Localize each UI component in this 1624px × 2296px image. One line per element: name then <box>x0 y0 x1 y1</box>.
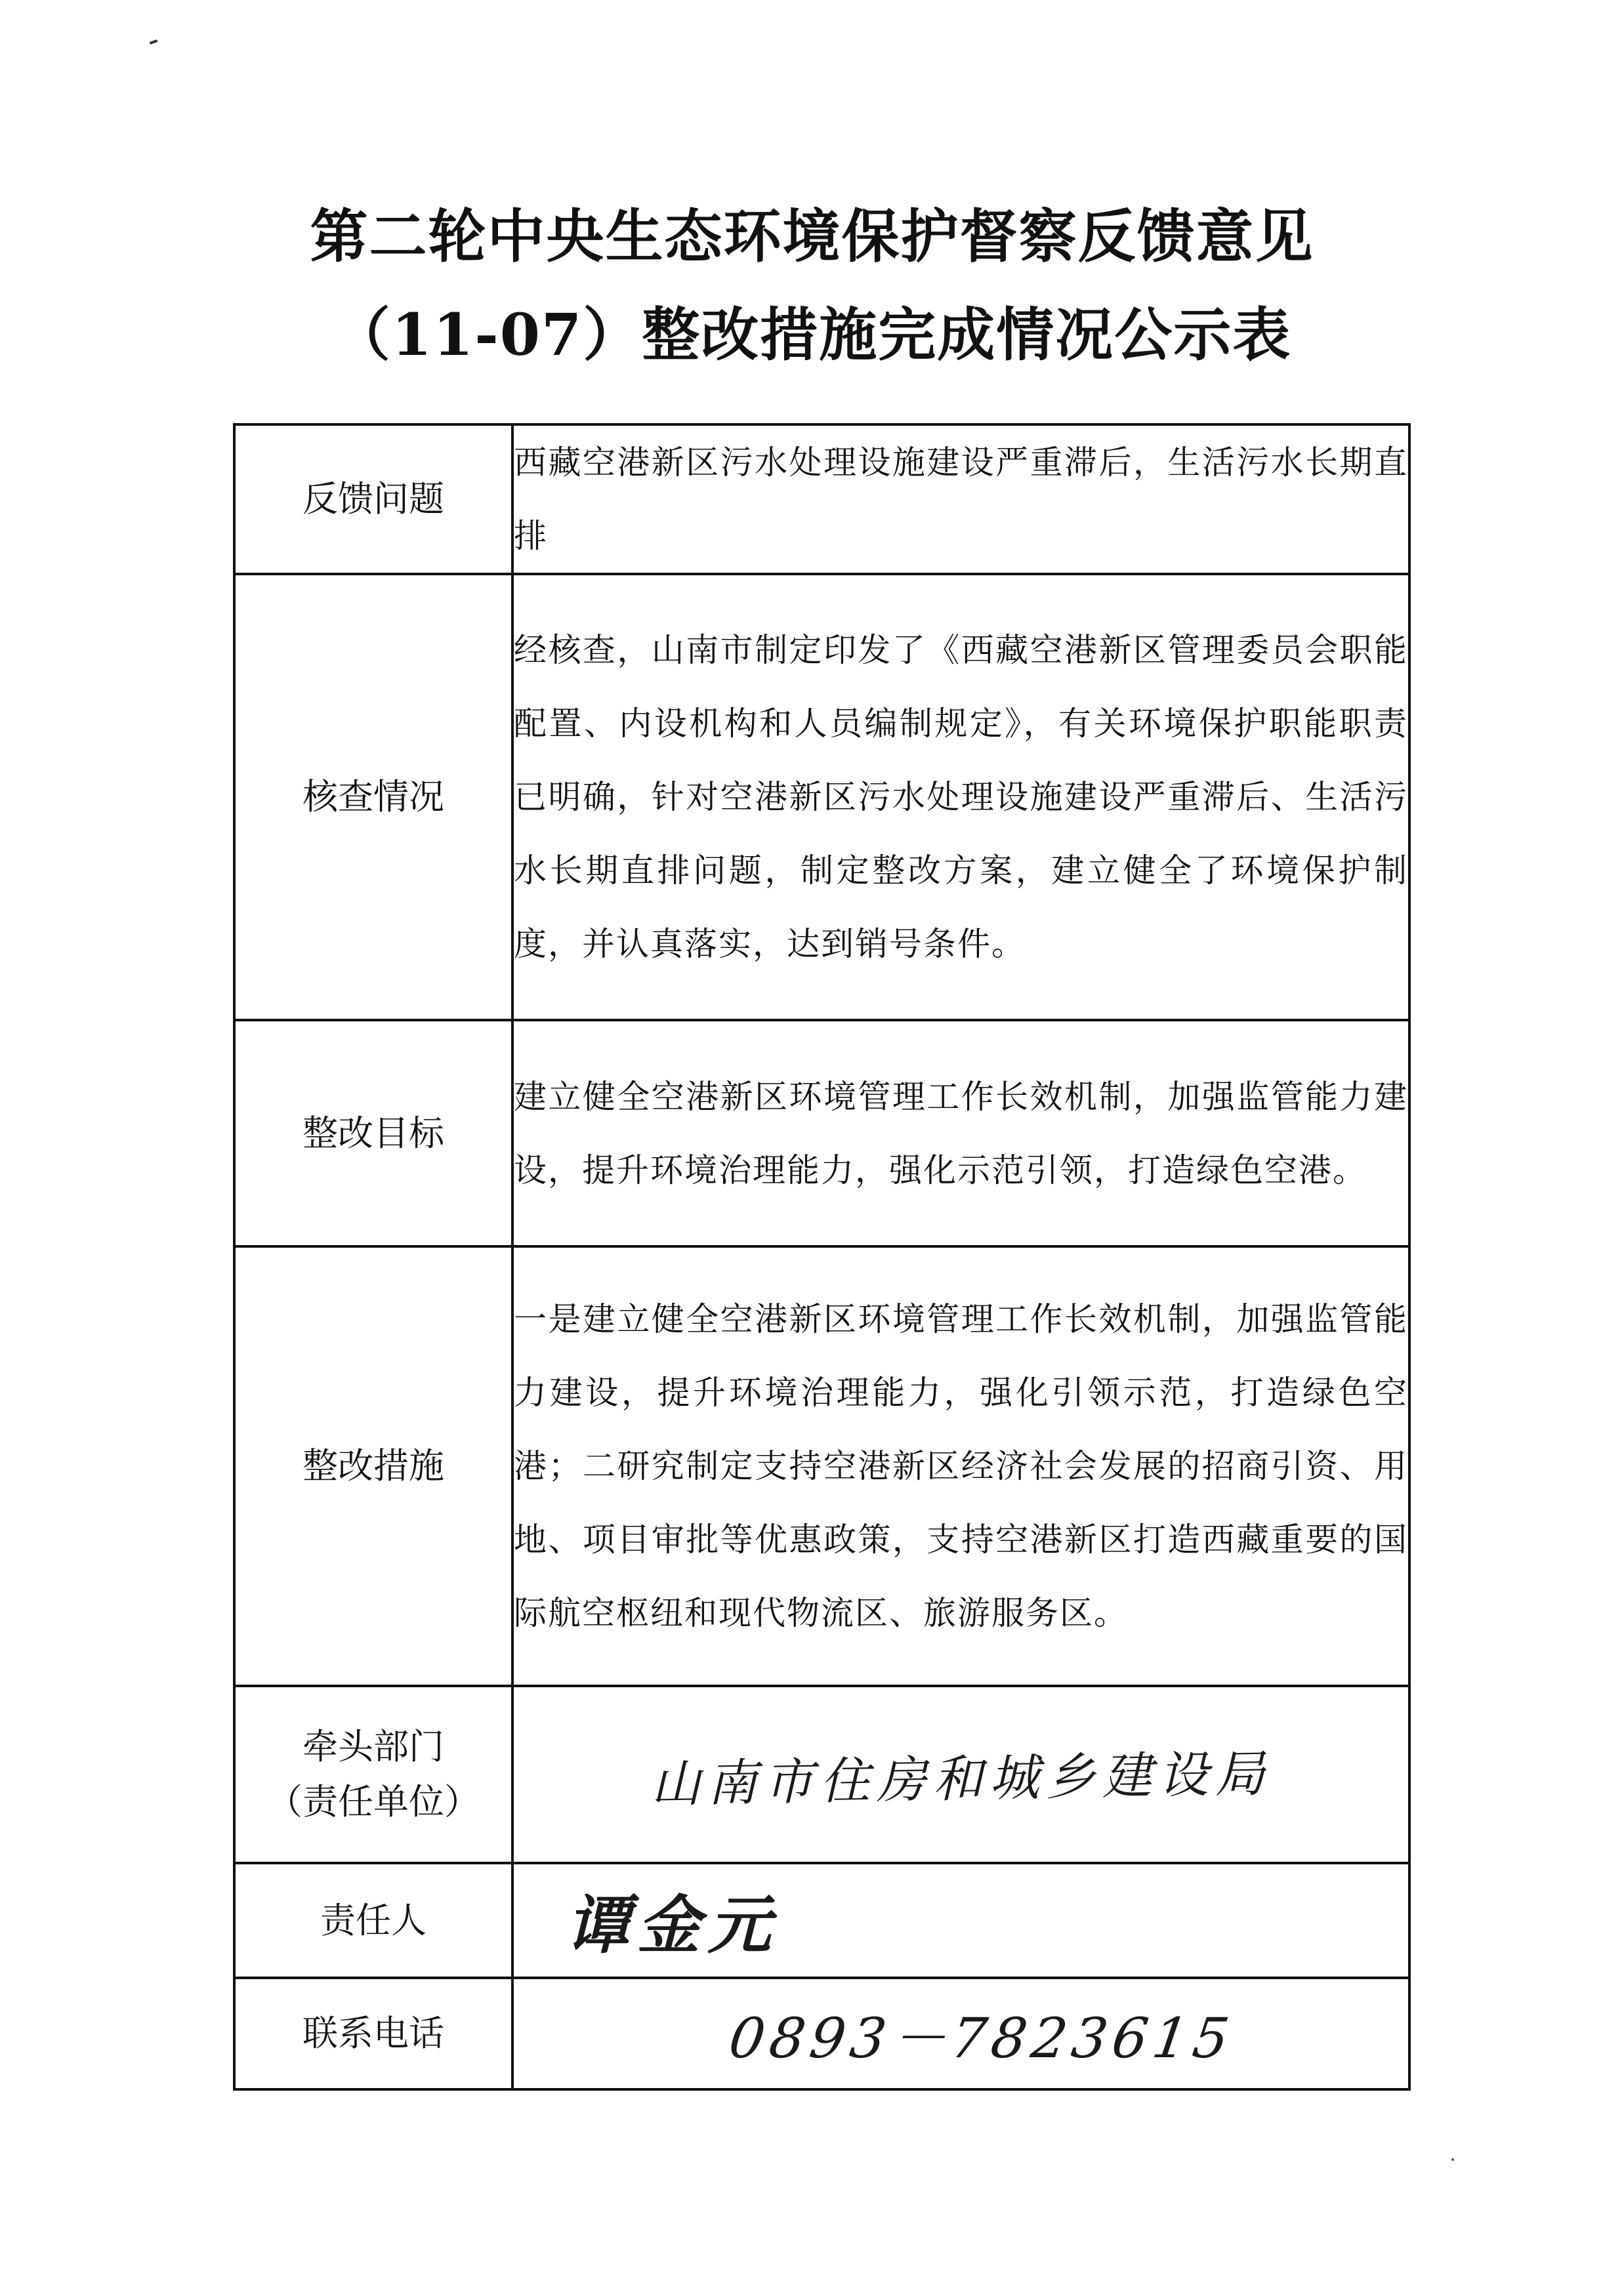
value-person <box>512 1863 1409 1978</box>
row-measures <box>234 1246 1409 1686</box>
scan-mark <box>150 39 158 45</box>
row-phone <box>234 1978 1409 2089</box>
content-verification: 经核查，山南市制定印发了《西藏空港新区管理委员会职能配置、内设机构和人员编制规定》，有关环境保护职能职责已明确，针对空港新区污水处理设施建设严重滞后、生活污水长期直排问题，制定整改方案，建立健全了环境保护制度，并认真落实，达到销号条件。 <box>512 574 1409 1020</box>
label-measures: 整改措施 <box>234 1246 512 1686</box>
label-lead-dept-line1: 牵头部门 <box>302 1726 444 1767</box>
document-title <box>0 187 1624 384</box>
row-lead-dept <box>234 1686 1409 1863</box>
label-phone: 联系电话 <box>234 1978 512 2089</box>
row-person <box>234 1863 1409 1978</box>
handwritten-phone: 0893－7823615 <box>725 2005 1238 2070</box>
label-lead-dept-line2: （责任单位） <box>267 1781 480 1822</box>
value-phone <box>512 1978 1409 2089</box>
label-lead-dept <box>234 1686 512 1863</box>
content-measures: 一是建立健全空港新区环境管理工作长效机制，加强监管能力建设，提升环境治理能力，强化引领示范，打造绿色空港；二研究制定支持空港新区经济社会发展的招商引资、用地、项目审批等优惠政策，支持空港新区打造西藏重要的国际航空枢纽和现代物流区、旅游服务区。 <box>512 1246 1409 1686</box>
rectification-table <box>233 423 1411 2091</box>
handwritten-unit: 山南市住房和城乡建设局 <box>650 1744 1272 1813</box>
content-feedback: 西藏空港新区污水处理设施建设严重滞后，生活污水长期直排 <box>512 424 1409 574</box>
row-verification <box>234 574 1409 1020</box>
label-verification: 核查情况 <box>234 574 512 1020</box>
label-person: 责任人 <box>234 1863 512 1978</box>
row-feedback <box>234 424 1409 574</box>
label-feedback: 反馈问题 <box>234 424 512 574</box>
content-goal: 建立健全空港新区环境管理工作长效机制，加强监管能力建设，提升环境治理能力，强化示范引领，打造绿色空港。 <box>512 1020 1409 1246</box>
title-line-2: （11-07）整改措施完成情况公示表 <box>332 300 1292 369</box>
title-line-1: 第二轮中央生态环境保护督察反馈意见 <box>310 202 1314 270</box>
row-goal <box>234 1020 1409 1246</box>
scan-dot <box>1451 2158 1454 2161</box>
handwritten-signature: 谭金元 <box>566 1888 779 1962</box>
value-lead-dept <box>512 1686 1409 1863</box>
label-goal: 整改目标 <box>234 1020 512 1246</box>
